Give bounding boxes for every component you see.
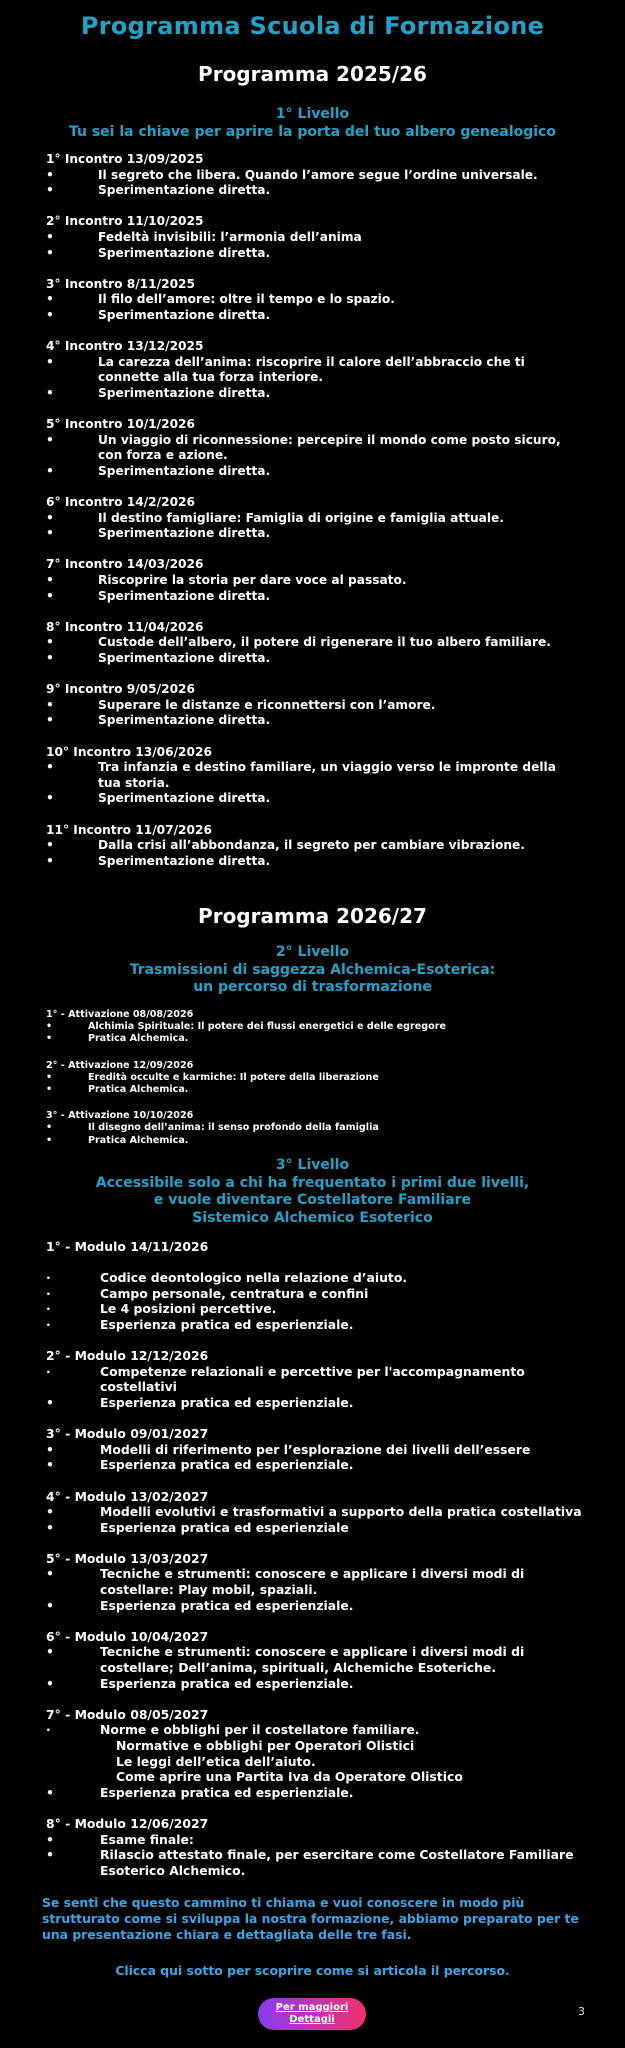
meeting-item: Il filo dell’amore: oltre il tempo e lo spazio. (98, 292, 395, 307)
module (46, 1426, 586, 1473)
module (46, 1239, 586, 1333)
bullet: • (46, 307, 54, 322)
meeting-title: 8° Incontro 11/04/2026 (46, 619, 204, 634)
bullet: • (46, 573, 54, 588)
bullet: • (46, 1394, 54, 1410)
bullet: • (46, 1519, 54, 1535)
module-item: Esperienza pratica ed esperienziale. (100, 1784, 354, 1800)
meeting (46, 417, 586, 479)
activation-item: Pratica Alchemica. (88, 1084, 189, 1096)
meeting-item: Fedeltà invisibili: l’armonia dell’anima (98, 229, 362, 244)
module-item: Modelli di riferimento per l’esplorazione dei livelli dell’essere (100, 1441, 531, 1457)
bullet: • (46, 1122, 53, 1134)
meeting (46, 745, 586, 807)
level-1-heading (0, 106, 625, 141)
bullet: • (46, 1071, 53, 1083)
bullet: • (46, 1134, 53, 1146)
cta-line: Se senti che questo cammino ti chiama e vuoi conoscere in modo più (42, 1895, 525, 1910)
meeting-item: Sperimentazione diretta. (98, 245, 271, 260)
bullet: • (46, 697, 54, 712)
module-item: Esame finale: (100, 1831, 194, 1847)
meeting (46, 620, 586, 667)
level-2-activations (46, 1009, 586, 1147)
meeting-title: 3° Incontro 8/11/2025 (46, 276, 196, 291)
bullet: · (46, 1316, 51, 1332)
meeting-item: Sperimentazione diretta. (98, 791, 271, 806)
level-3-subtitle: Accessibile solo a chi ha frequentato i primi due livelli, (95, 1174, 530, 1191)
module-item: Tecniche e strumenti: conoscere e applicare i diversi modi di (100, 1644, 525, 1660)
meeting-item: Sperimentazione diretta. (98, 183, 271, 198)
more-details-button[interactable] (258, 1998, 366, 2030)
bullet: • (46, 1504, 54, 1520)
bullet: • (46, 588, 54, 603)
bullet: • (46, 1021, 53, 1033)
meeting-item-continued: connette alla tua forza interiore. (98, 370, 324, 385)
meeting (46, 277, 586, 324)
activation-item: Il disegno dell’anima: il senso profondo della famiglia (88, 1122, 379, 1134)
cta-line: strutturato come si sviluppa la nostra formazione, abbiamo preparato per te (42, 1911, 579, 1926)
module (46, 1551, 586, 1613)
meeting-item: Il destino famigliare: Famiglia di origine e famiglia attuale. (98, 510, 504, 525)
meeting-item: Sperimentazione diretta. (98, 588, 271, 603)
meeting-item: La carezza dell’anima: riscoprire il calore dell’abbraccio che ti (98, 354, 525, 369)
module-title: 6° - Modulo 10/04/2027 (46, 1628, 209, 1644)
module (46, 1489, 586, 1536)
level-2-label: 2° Livello (275, 944, 350, 960)
bullet: • (46, 1644, 54, 1660)
bullet: • (46, 1457, 54, 1473)
meeting-title: 1° Incontro 13/09/2025 (46, 152, 204, 166)
meeting-item: Un viaggio di riconnessione: percepire il mondo come posto sicuro, (98, 432, 561, 447)
more-details-button-label: Dettagli (289, 2014, 335, 2025)
module-title: 2° - Modulo 12/12/2026 (46, 1348, 209, 1364)
cta-paragraph (42, 1895, 587, 1943)
module-item-continued: costellare; Dell’anima, spirituali, Alchemiche Esoteriche. (100, 1660, 497, 1676)
module-title: 5° - Modulo 13/03/2027 (46, 1550, 209, 1566)
meeting-title: 5° Incontro 10/1/2026 (46, 417, 196, 432)
bullet: • (46, 1084, 53, 1096)
bullet: · (46, 1285, 51, 1301)
module-item: Esperienza pratica ed esperienziale. (100, 1316, 354, 1332)
module-item-continued: costellativi (100, 1379, 177, 1395)
bullet: • (46, 838, 54, 853)
meeting (46, 557, 586, 604)
meeting (46, 214, 586, 261)
meeting-title: 11° Incontro 11/07/2026 (46, 822, 212, 837)
module-item-sub: Le leggi dell’etica dell’aiuto. (116, 1753, 316, 1769)
module-item: Esperienza pratica ed esperienziale (100, 1519, 349, 1535)
activation-item: Alchimia Spirituale: Il potere dei flussi energetici e delle egregore (88, 1021, 446, 1033)
meeting-item: Il segreto che libera. Quando l’amore segue l’ordine universale. (98, 167, 538, 182)
activation-item: Eredità occulte e karmiche: Il potere della liberazione (88, 1071, 379, 1083)
meeting (46, 682, 586, 729)
bullet: • (46, 432, 54, 447)
bullet: • (46, 1847, 54, 1863)
module-item: Campo personale, centratura e confini (100, 1285, 369, 1301)
meeting-item: Sperimentazione diretta. (98, 713, 271, 728)
meeting-item: Sperimentazione diretta. (98, 853, 271, 868)
activation (46, 1110, 586, 1147)
module-item: Competenze relazionali e percettive per l'accompagnamento (100, 1363, 525, 1379)
bullet: • (46, 1033, 53, 1045)
meeting-title: 6° Incontro 14/2/2026 (46, 495, 196, 510)
module-item: Esperienza pratica ed esperienziale. (100, 1394, 354, 1410)
bullet: • (46, 713, 54, 728)
level-2-heading (0, 944, 625, 997)
level-3-label: 3° Livello (275, 1157, 350, 1173)
meeting-item: Riscoprire la storia per dare voce al passato. (98, 573, 407, 588)
module-title: 8° - Modulo 12/06/2027 (46, 1815, 209, 1831)
level-1-meetings (46, 152, 586, 869)
module-item: Codice deontologico nella relazione d’aiuto. (100, 1270, 408, 1286)
meeting (46, 339, 586, 401)
meeting (46, 823, 586, 870)
bullet: · (46, 1722, 51, 1738)
meeting (46, 152, 586, 199)
cta-click-text: Clicca qui sotto per scoprire come si articola il percorso. (115, 1963, 510, 1978)
meeting-item: Sperimentazione diretta. (98, 307, 271, 322)
meeting-item: Tra infanzia e destino familiare, un viaggio verso le impronte della (98, 760, 556, 775)
bullet: • (46, 791, 54, 806)
module-item: Modelli evolutivi e trasformativi a supporto della pratica costellativa (100, 1504, 582, 1520)
module-item: Tecniche e strumenti: conoscere e applicare i diversi modi di (100, 1566, 525, 1582)
meeting-title: 4° Incontro 13/12/2025 (46, 339, 204, 354)
meeting-title: 7° Incontro 14/03/2026 (46, 557, 204, 572)
bullet: • (46, 167, 54, 182)
activation (46, 1060, 586, 1097)
program-title-2025: Programma 2025/26 (198, 62, 427, 86)
meeting-item: Dalla crisi all’abbondanza, il segreto per cambiare vibrazione. (98, 838, 525, 853)
bullet: • (46, 292, 54, 307)
activation-title: 1° - Attivazione 08/08/2026 (46, 1009, 194, 1020)
bullet: • (46, 354, 54, 369)
bullet: · (46, 1270, 51, 1286)
module (46, 1707, 586, 1801)
module-item-sub: Normative e obblighi per Operatori Olistici (116, 1738, 415, 1753)
bullet: • (46, 1566, 54, 1582)
module (46, 1348, 586, 1410)
meeting (46, 495, 586, 542)
meeting-title: 10° Incontro 13/06/2026 (46, 744, 212, 759)
bullet: • (46, 1675, 54, 1691)
bullet: • (46, 229, 54, 244)
activation-title: 2° - Attivazione 12/09/2026 (46, 1059, 194, 1071)
level-3-subtitle: Sistemico Alchemico Esoterico (192, 1209, 433, 1226)
bullet: • (46, 760, 54, 775)
meeting-title: 2° Incontro 11/10/2025 (46, 214, 204, 229)
bullet: • (46, 510, 54, 525)
meeting-item: Sperimentazione diretta. (98, 385, 271, 400)
bullet: • (46, 1441, 54, 1457)
activation-item: Pratica Alchemica. (88, 1033, 189, 1045)
meeting-item: Sperimentazione diretta. (98, 463, 271, 478)
level-1-label: 1° Livello (275, 106, 350, 122)
bullet: • (46, 853, 54, 868)
bullet: • (46, 463, 54, 478)
module-item: Esperienza pratica ed esperienziale. (100, 1675, 354, 1691)
module (46, 1816, 586, 1878)
bullet: • (46, 1831, 54, 1847)
level-2-subtitle: un percorso di trasformazione (193, 979, 432, 995)
module-item: Esperienza pratica ed esperienziale. (100, 1597, 354, 1613)
meeting-item: Sperimentazione diretta. (98, 526, 271, 541)
bullet: • (46, 1597, 54, 1613)
bullet: • (46, 385, 54, 400)
cta-line: una presentazione chiara e dettagliata delle tre fasi. (42, 1927, 412, 1942)
meeting-item: Custode dell’albero, il potere di rigenerare il tuo albero familiare. (98, 635, 551, 650)
meeting-item-continued: con forza e azione. (98, 448, 228, 463)
meeting-item-continued: tua storia. (98, 775, 170, 790)
bullet: • (46, 651, 54, 665)
module-item: Esperienza pratica ed esperienziale. (100, 1457, 354, 1473)
module-item-sub: Come aprire una Partita Iva da Operatore Olistico (116, 1769, 463, 1785)
module-title: 3° - Modulo 09/01/2027 (46, 1426, 209, 1442)
bullet: • (46, 245, 54, 260)
meeting-item: Superare le distanze e riconnettersi con l’amore. (98, 697, 436, 712)
activation (46, 1009, 586, 1046)
module-item: Le 4 posizioni percettive. (100, 1301, 277, 1317)
activation-item: Pratica Alchemica. (88, 1134, 189, 1146)
level-3-heading (0, 1157, 625, 1227)
bullet: · (46, 1301, 51, 1317)
module-item-continued: Esoterico Alchemico. (100, 1862, 246, 1878)
page-title: Programma Scuola di Formazione (80, 12, 545, 40)
bullet: · (46, 1363, 51, 1379)
program-title-2026: Programma 2026/27 (198, 904, 427, 928)
module-item: Norme e obblighi per il costellatore familiare. (100, 1722, 420, 1738)
module-item: Rilascio attestato finale, per esercitare come Costellatore Familiare (100, 1847, 574, 1863)
module-title: 1° - Modulo 14/11/2026 (46, 1239, 209, 1254)
bullet: • (46, 1784, 54, 1800)
module-title: 7° - Modulo 08/05/2027 (46, 1706, 209, 1722)
level-3-modules (46, 1239, 586, 1878)
level-1-subtitle: Tu sei la chiave per aprire la porta del tuo albero genealogico (69, 123, 556, 140)
module-item-continued: costellare: Play mobil, spaziali. (100, 1582, 318, 1598)
bullet: • (46, 526, 54, 541)
level-2-subtitle: Trasmissioni di saggezza Alchemica-Esoterica: (129, 961, 496, 978)
module (46, 1629, 586, 1691)
activation-title: 3° - Attivazione 10/10/2026 (46, 1110, 194, 1122)
bullet: • (46, 635, 54, 650)
module-title: 4° - Modulo 13/02/2027 (46, 1488, 209, 1504)
level-3-subtitle: e vuole diventare Costellatore Familiare (153, 1192, 472, 1208)
meeting-item: Sperimentazione diretta. (98, 651, 271, 665)
bullet: • (46, 183, 54, 198)
more-details-button-label: Per maggiori (275, 2002, 349, 2013)
meeting-title: 9° Incontro 9/05/2026 (46, 682, 196, 697)
page-number: 3 (578, 2005, 585, 2018)
